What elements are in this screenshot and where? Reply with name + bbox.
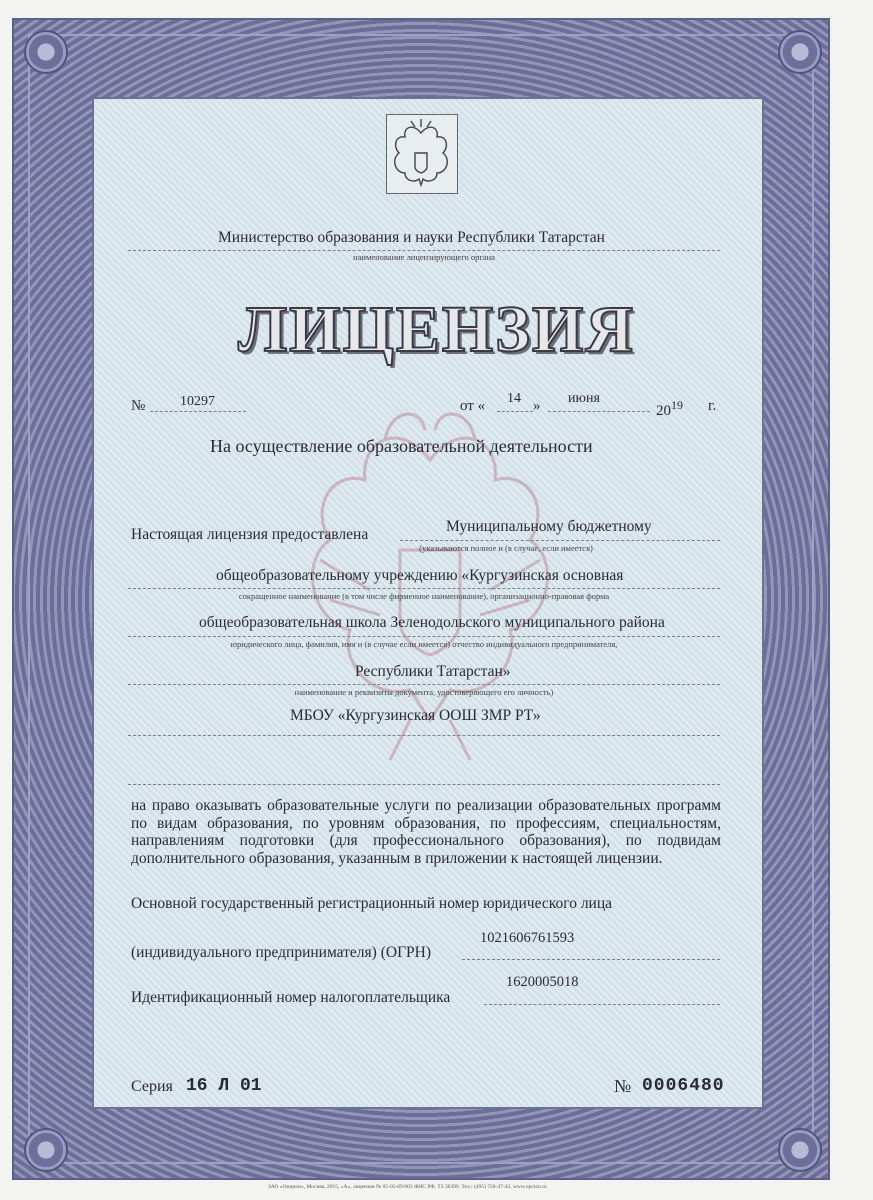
series-value: 16 Л 01 — [186, 1076, 262, 1096]
grantee-underline-1 — [400, 540, 720, 541]
license-number-value: 10297 — [180, 394, 215, 409]
license-subject: На осуществление образовательной деятельности — [210, 436, 593, 456]
ogrn-underline — [462, 959, 720, 960]
issuer-underline — [128, 250, 720, 251]
corner-rosette-top-right — [778, 30, 822, 74]
grantee-caption-4: наименование и реквизиты документа, удостоверяющего его личность) — [294, 687, 554, 697]
blank-number-label: № — [614, 1076, 632, 1096]
grantee-caption-2: сокращенное наименование (в том числе фирменное наименование), организационно-правовая форма — [238, 591, 610, 601]
date-month: июня — [568, 391, 600, 406]
date-day-line — [497, 411, 533, 412]
grantee-caption-1: (указываются полное и (в случае, если имеется) — [419, 543, 593, 553]
document-title: ЛИЦЕНЗИЯ — [237, 293, 636, 366]
date-prefix: от « — [460, 398, 486, 414]
ogrn-label-line-2: (индивидуального предпринимателя) (ОГРН) — [131, 944, 432, 961]
date-year-sup: 19 — [671, 398, 683, 412]
inn-underline — [484, 1004, 720, 1005]
date-year-base: 20 — [656, 403, 671, 419]
grantee-line-1: Муниципальному бюджетному — [446, 518, 652, 535]
grantee-caption-3: юридического лица, фамилия, имя и (в случае если имеется) отчество индивидуального предпринимателя, — [230, 639, 618, 649]
grantee-line-2: общеобразовательному учреждению «Кургузинская основная — [216, 567, 624, 584]
double-headed-eagle-icon — [387, 115, 456, 192]
issuer-name: Министерство образования и науки Республики Татарстан — [218, 229, 605, 246]
grantee-underline-2 — [128, 588, 720, 589]
grantee-line-3: общеобразовательная школа Зеленодольского муниципального района — [199, 614, 665, 631]
date-year — [656, 398, 683, 420]
inn-label: Идентификационный номер налогоплательщика — [131, 989, 451, 1006]
corner-rosette-bottom-left — [24, 1128, 68, 1172]
license-number-label: № — [131, 398, 146, 414]
grantee-underline-3 — [128, 636, 720, 637]
grantee-underline-5 — [128, 735, 720, 736]
grantee-short-name: МБОУ «Кургузинская ООШ ЗМР РТ» — [290, 707, 541, 724]
date-suffix: г. — [708, 398, 717, 414]
ogrn-label-line-1: Основной государственный регистрационный номер юридического лица — [131, 895, 613, 912]
blank-number-value: 0006480 — [642, 1076, 725, 1096]
series-label: Серия — [131, 1078, 173, 1095]
license-number-line — [150, 411, 246, 412]
grantee-underline-6 — [128, 784, 720, 785]
issuer-caption: наименование лицензирующего органа — [353, 252, 495, 262]
corner-rosette-top-left — [24, 30, 68, 74]
printer-note: ЗАО «Опцион», Москва, 2015, «А», лицензия № 05-05-09/003 ФНС РФ, ТЗ 36399. Тел.: (495) 726-47-42, www.opcion.ru — [268, 1184, 547, 1190]
rights-paragraph: на право оказывать образовательные услуги по реализации образовательных программ по видам образования, по уровням образования, по профессиям, специальностям, направлениям подготовки (для профессионального образования), по подвидам дополнительного образования, указанным в приложении к настоящей лицензии. — [131, 797, 721, 867]
grantee-underline-4 — [128, 684, 720, 685]
grantee-lead: Настоящая лицензия предоставлена — [131, 526, 369, 543]
date-day: 14 — [507, 391, 521, 406]
date-day-close: » — [533, 398, 541, 414]
date-month-line — [548, 411, 650, 412]
ogrn-value: 1021606761593 — [480, 930, 575, 946]
corner-rosette-bottom-right — [778, 1128, 822, 1172]
grantee-line-4: Республики Татарстан» — [355, 663, 511, 680]
coat-of-arms-emblem — [386, 114, 458, 194]
inn-value: 1620005018 — [506, 974, 579, 990]
